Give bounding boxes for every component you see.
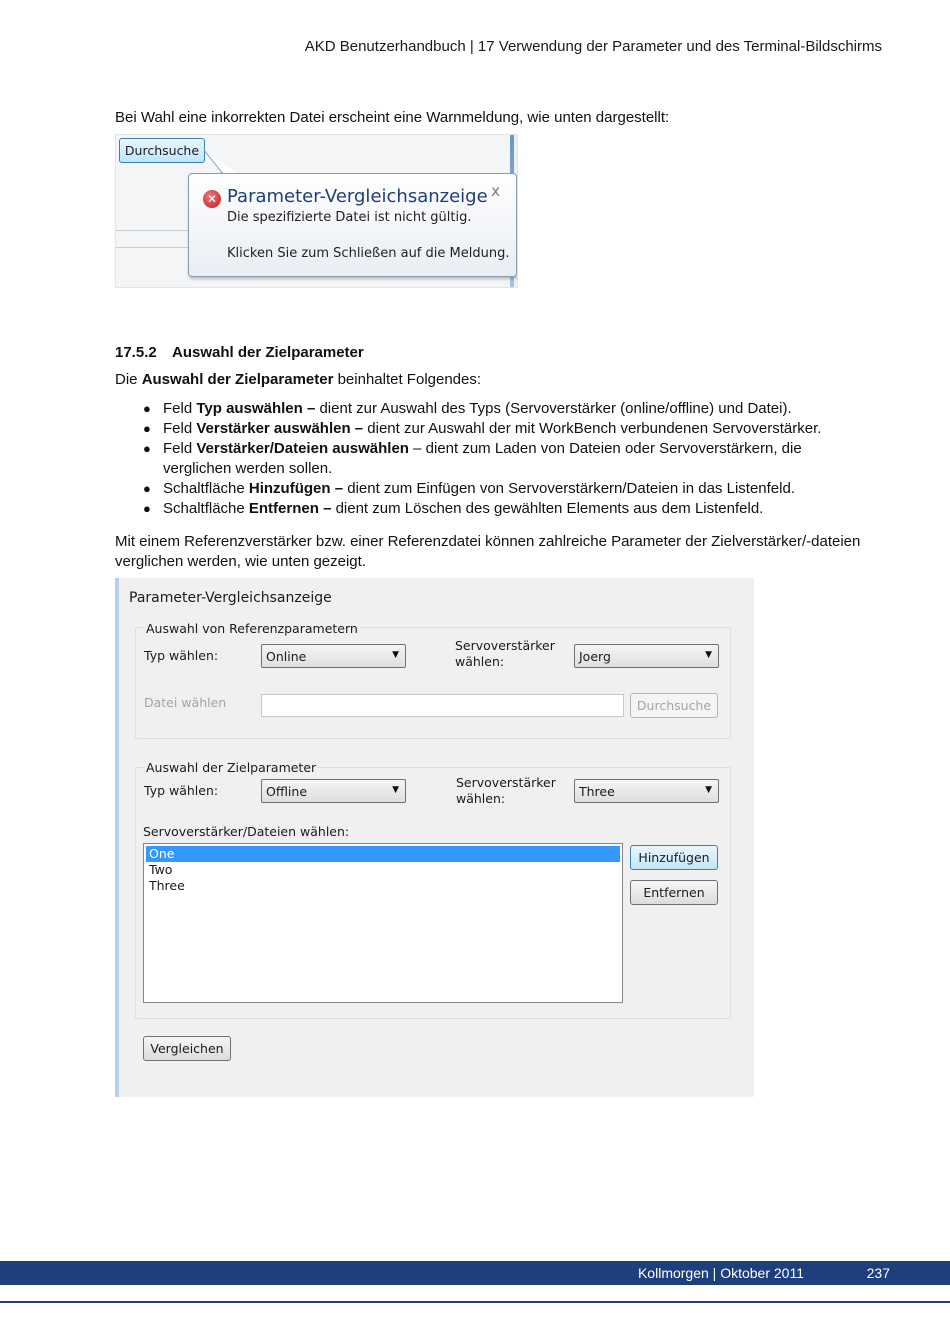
divider xyxy=(116,230,191,231)
list-item[interactable]: Three xyxy=(149,878,185,893)
warning-balloon[interactable] xyxy=(188,173,517,277)
list-item: ● Schaltfläche Entfernen – dient zum Löschen des gewählten Elements aus dem Listenfeld. xyxy=(143,500,764,517)
chevron-down-icon: ▼ xyxy=(392,650,399,660)
balloon-message: Die spezifizierte Datei ist nicht gültig. xyxy=(227,210,472,225)
feature-list xyxy=(115,399,895,519)
footer-band xyxy=(0,1261,950,1285)
error-icon: ✕ xyxy=(203,190,221,208)
intro-prefix: Die xyxy=(115,371,142,388)
file-path-input[interactable] xyxy=(261,694,624,717)
servo-files-listbox[interactable] xyxy=(143,843,623,1003)
target-servo-select[interactable] xyxy=(574,779,719,803)
running-header: AKD Benutzerhandbuch | 17 Verwendung der Parameter und des Terminal-Bildschirms xyxy=(304,38,882,55)
target-type-select[interactable] xyxy=(261,779,406,803)
bullet-icon: ● xyxy=(143,401,151,416)
browse-button-disabled[interactable]: Durchsuche xyxy=(630,693,718,718)
section-number: 17.5.2 xyxy=(115,344,157,361)
file-select-label: Datei wählen xyxy=(144,695,227,710)
close-icon[interactable]: x xyxy=(491,182,500,200)
target-servo-label-line2: wählen: xyxy=(456,791,506,806)
chevron-down-icon: ▼ xyxy=(705,650,712,660)
add-button[interactable]: Hinzufügen xyxy=(630,845,718,870)
list-item: ● Schaltfläche Hinzufügen – dient zum Einfügen von Servoverstärkern/Dateien in das Listenfeld. xyxy=(143,480,795,497)
closing-paragraph: Mit einem Referenzverstärker bzw. einer Referenzdatei können zahlreiche Parameter der Zielverstärker/-dateien verglichen werden, wie unten gezeigt. xyxy=(115,533,861,570)
reference-type-select[interactable] xyxy=(261,644,406,668)
section-title: Auswahl der Zielparameter xyxy=(172,344,364,361)
bullet-icon: ● xyxy=(143,421,151,436)
balloon-hint: Klicken Sie zum Schließen auf die Meldung. xyxy=(227,246,510,261)
intro-bold: Auswahl der Zielparameter xyxy=(141,371,334,388)
divider xyxy=(116,247,191,248)
target-type-label: Typ wählen: xyxy=(144,783,219,798)
compare-button[interactable]: Vergleichen xyxy=(143,1036,231,1061)
bullet-icon: ● xyxy=(143,501,151,516)
target-servo-label: Servoverstärker xyxy=(456,775,556,790)
intro-suffix: beinhaltet Folgendes: xyxy=(333,371,482,388)
list-item: ● Feld Verstärker auswählen – dient zur Auswahl der mit WorkBench verbundenen Servoverstärker. xyxy=(143,420,822,437)
reference-type-label: Typ wählen: xyxy=(144,648,219,663)
balloon-title: Parameter-Vergleichsanzeige xyxy=(227,186,488,207)
reference-servo-select[interactable] xyxy=(574,644,719,668)
bullet-icon: ● xyxy=(143,441,151,456)
chevron-down-icon: ▼ xyxy=(392,785,399,795)
reference-servo-label: Servoverstärker xyxy=(455,638,555,653)
reference-group-label: Auswahl von Referenzparametern xyxy=(146,621,358,636)
intro-paragraph: Bei Wahl eine inkorrekten Datei erscheint eine Warnmeldung, wie unten dargestellt: xyxy=(115,109,670,126)
footer-company-date: Kollmorgen | Oktober 2011 xyxy=(637,1265,804,1281)
target-group-label: Auswahl der Zielparameter xyxy=(146,760,317,775)
reference-servo-label-line2: wählen: xyxy=(455,654,505,669)
target-servo-value: Three xyxy=(579,784,615,799)
target-type-value: Offline xyxy=(266,784,308,799)
list-item[interactable]: One xyxy=(146,846,620,862)
list-item: ● Feld Typ auswählen – dient zur Auswahl des Typs (Servoverstärker (online/offline) und Datei). xyxy=(143,400,792,417)
page-number: 237 xyxy=(866,1265,890,1281)
browse-button[interactable]: Durchsuche xyxy=(119,138,205,163)
servo-files-label: Servoverstärker/Dateien wählen: xyxy=(143,824,350,839)
chevron-down-icon: ▼ xyxy=(705,785,712,795)
remove-button[interactable]: Entfernen xyxy=(630,880,718,905)
warning-screenshot xyxy=(115,134,518,288)
footer-rule xyxy=(0,1301,950,1303)
reference-servo-value: Joerg xyxy=(579,649,611,664)
list-item[interactable]: Two xyxy=(149,862,173,877)
reference-type-value: Online xyxy=(266,649,307,664)
dialog-title: Parameter-Vergleichsanzeige xyxy=(129,590,332,606)
bullet-icon: ● xyxy=(143,481,151,496)
section-intro xyxy=(115,370,481,390)
section-heading xyxy=(115,344,364,361)
list-item: ● Feld Verstärker/Dateien auswählen – dient zum Laden von Dateien oder Servoverstärkern, die verglichen werden sollen. xyxy=(143,440,802,477)
comparison-dialog xyxy=(115,578,754,1097)
